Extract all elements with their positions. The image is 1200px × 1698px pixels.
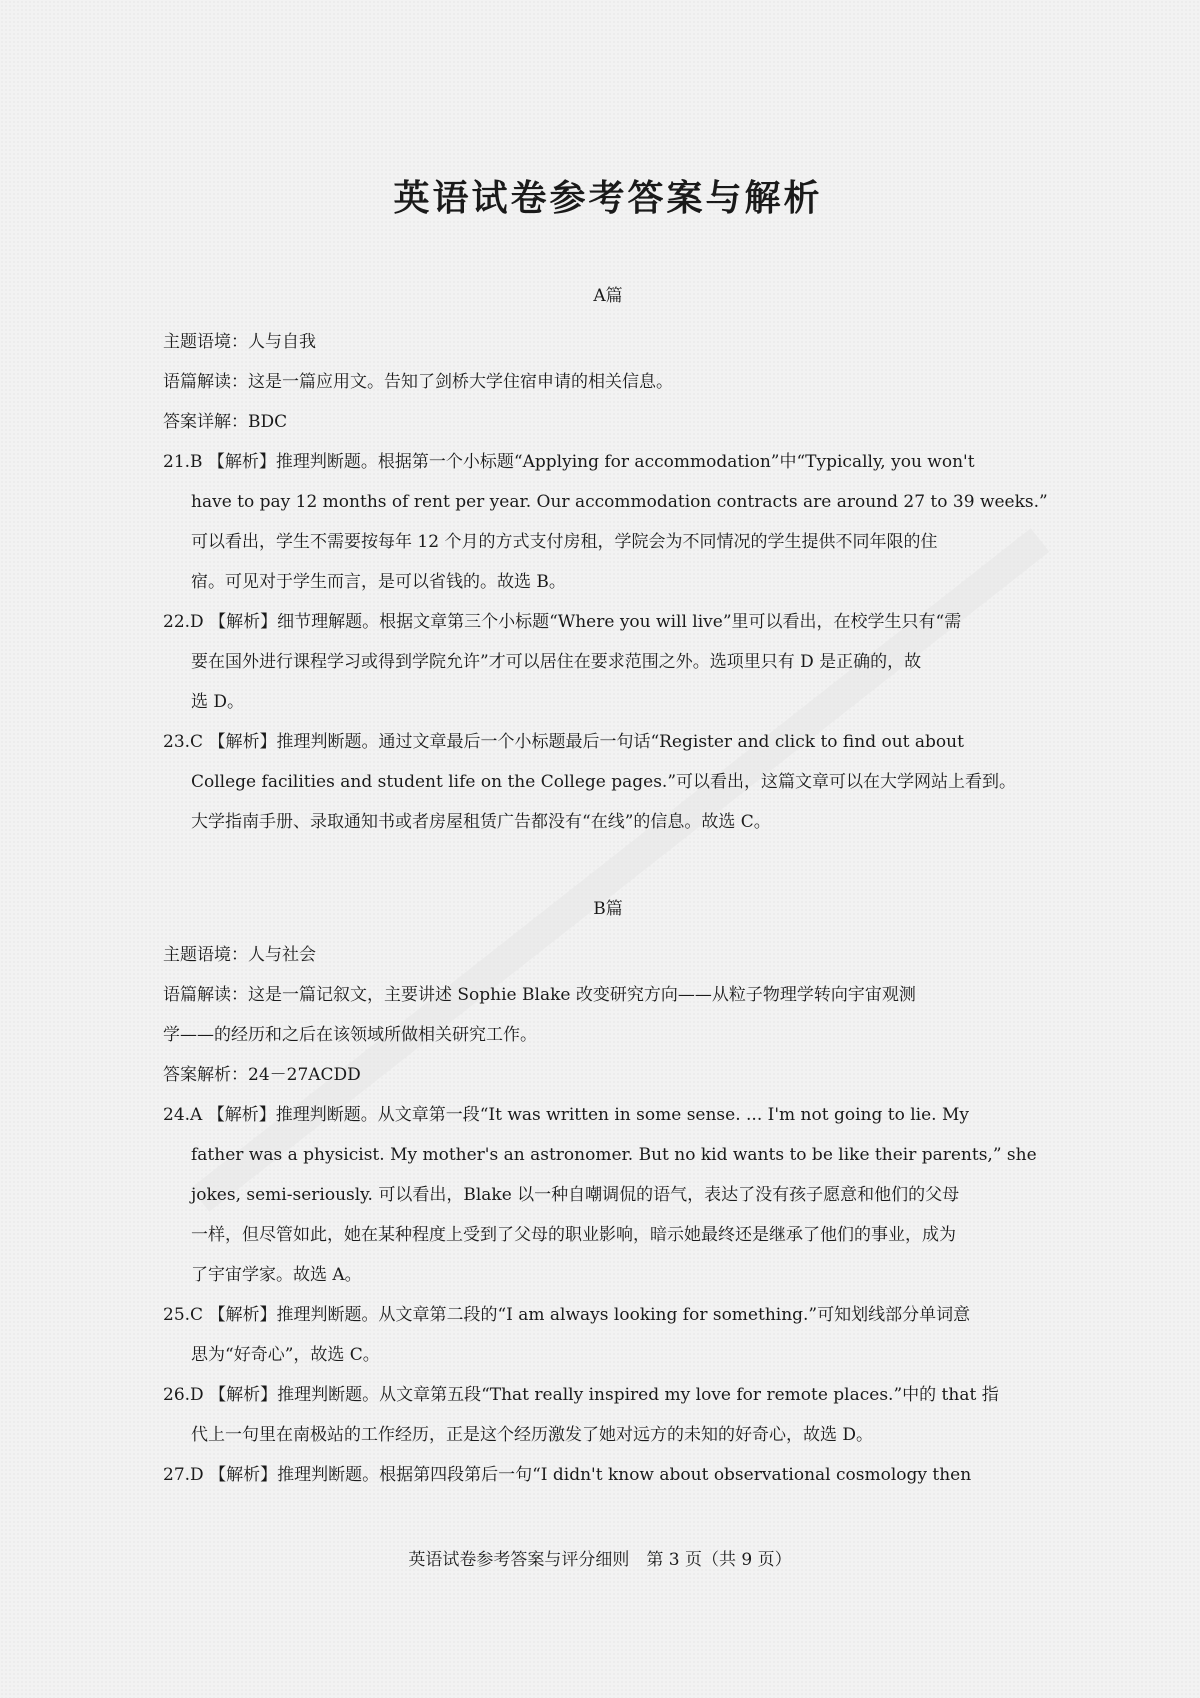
question-22-line-2: 要在国外进行课程学习或得到学院允许”才可以居住在要求范围之外。选项里只有 D 是正确的，故 — [191, 652, 922, 672]
question-25-line-1: 25.C 【解析】推理判断题。从文章第二段的“I am always looking for something.”可知划线部分单词意 — [163, 1305, 971, 1325]
question-27 — [163, 1455, 1053, 1495]
question-26 — [163, 1375, 1053, 1455]
question-24 — [163, 1095, 1053, 1295]
question-23-line-3: 大学指南手册、录取通知书或者房屋租赁广告都没有“在线”的信息。故选 C。 — [191, 812, 771, 832]
page-footer: 英语试卷参考答案与评分细则 第 3 页（共 9 页） — [408, 1550, 792, 1570]
question-25 — [163, 1295, 1053, 1375]
section-b-reading-line-1: 语篇解读：这是一篇记叙文，主要讲述 Sophie Blake 改变研究方向——从粒子物理学转向宇宙观测 — [163, 985, 916, 1005]
page-title: 英语试卷参考答案与解析 — [393, 178, 823, 219]
section-b-answers: 答案解析：24－27ACDD — [163, 1065, 361, 1085]
question-23-line-1: 23.C 【解析】推理判断题。通过文章最后一个小标题最后一句话“Register and click to find out about — [163, 732, 964, 752]
question-24-line-5: 了宇宙学家。故选 A。 — [191, 1265, 362, 1285]
section-b — [163, 894, 1053, 1495]
question-22-line-1: 22.D 【解析】细节理解题。根据文章第三个小标题“Where you will live”里可以看出，在校学生只有“需 — [163, 612, 962, 632]
question-21-line-2: have to pay 12 months of rent per year. Our accommodation contracts are around 27 to 39 weeks.” — [191, 492, 1048, 512]
section-b-reading-line-2: 学——的经历和之后在该领域所做相关研究工作。 — [163, 1025, 537, 1045]
question-24-line-2: father was a physicist. My mother's an astronomer. But no kid wants to be like their parents,” she — [191, 1145, 1037, 1165]
question-21-line-1: 21.B 【解析】推理判断题。根据第一个小标题“Applying for accommodation”中“Typically, you won't — [163, 452, 975, 472]
question-24-line-1: 24.A 【解析】推理判断题。从文章第一段“It was written in some sense. ... I'm not going to lie. My — [163, 1105, 969, 1125]
question-25-line-2: 思为“好奇心”，故选 C。 — [191, 1345, 380, 1365]
question-26-line-1: 26.D 【解析】推理判断题。从文章第五段“That really inspired my love for remote places.”中的 that 指 — [163, 1385, 999, 1405]
section-a-reading: 语篇解读：这是一篇应用文。告知了剑桥大学住宿申请的相关信息。 — [163, 372, 673, 392]
question-24-line-4: 一样，但尽管如此，她在某种程度上受到了父母的职业影响，暗示她最终还是继承了他们的事业，成为 — [191, 1225, 956, 1245]
section-a-answers: 答案详解：BDC — [163, 412, 288, 432]
question-21-line-3: 可以看出，学生不需要按每年 12 个月的方式支付房租，学院会为不同情况的学生提供不同年限的住 — [191, 532, 938, 552]
section-a-theme: 主题语境：人与自我 — [163, 332, 316, 352]
question-27-line-1: 27.D 【解析】推理判断题。根据第四段第后一句“I didn't know about observational cosmology then — [163, 1465, 972, 1485]
question-22 — [163, 602, 1053, 722]
question-21 — [163, 442, 1053, 602]
section-b-heading: B篇 — [593, 899, 623, 919]
section-b-theme: 主题语境：人与社会 — [163, 945, 316, 965]
section-a — [163, 281, 1053, 842]
question-23 — [163, 722, 1053, 842]
question-23-line-2: College facilities and student life on the College pages.”可以看出，这篇文章可以在大学网站上看到。 — [191, 772, 1017, 792]
question-24-line-3: jokes, semi-seriously. 可以看出，Blake 以一种自嘲调侃的语气，表达了没有孩子愿意和他们的父母 — [191, 1185, 960, 1205]
question-26-line-2: 代上一句里在南极站的工作经历，正是这个经历激发了她对远方的未知的好奇心，故选 D。 — [191, 1425, 874, 1445]
section-a-heading: A篇 — [593, 286, 623, 306]
question-21-line-4: 宿。可见对于学生而言，是可以省钱的。故选 B。 — [191, 572, 566, 592]
content-area — [163, 160, 1053, 1495]
question-22-line-3: 选 D。 — [191, 692, 245, 712]
